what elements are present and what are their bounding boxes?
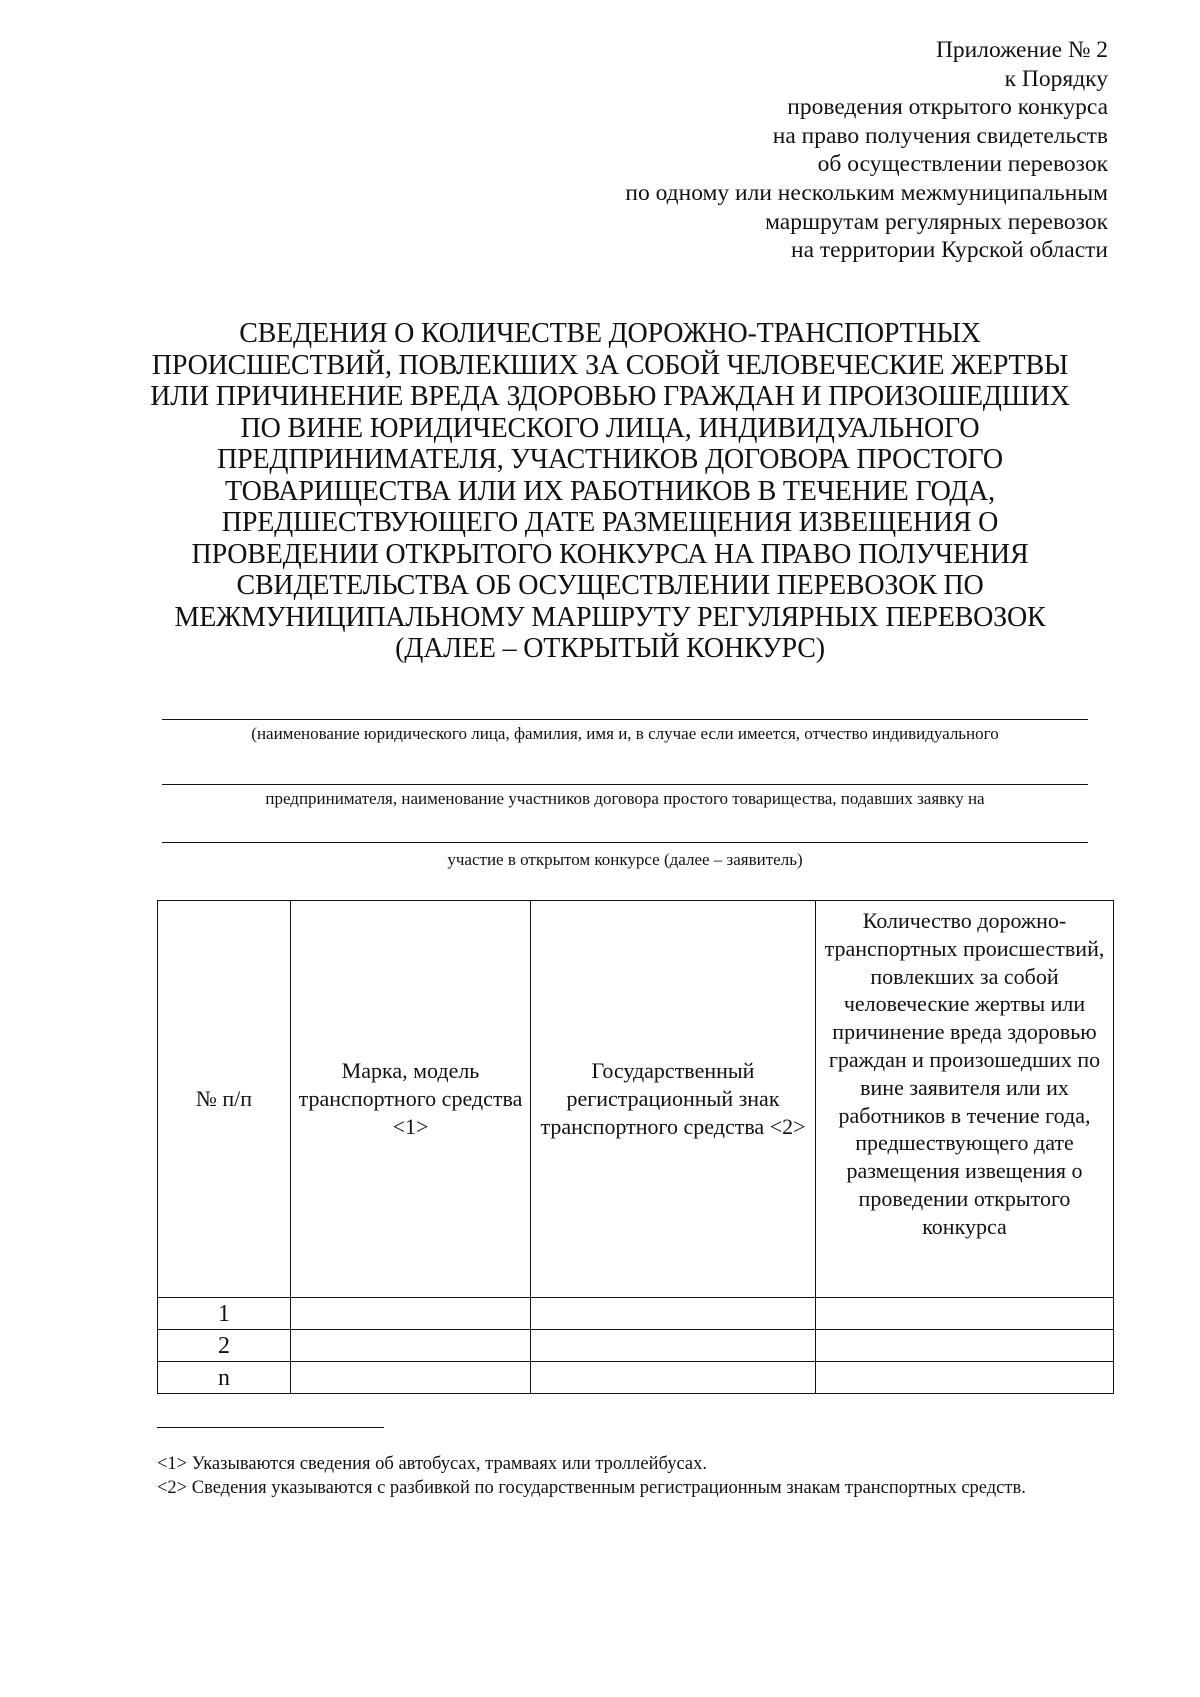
row-number: 2	[158, 1330, 291, 1362]
applicant-fill-line-1[interactable]	[162, 719, 1088, 720]
header-model: Марка, модель транспортного средства <1>	[291, 901, 531, 1298]
table-row	[158, 1362, 1114, 1394]
title-line: ПРОВЕДЕНИИ ОТКРЫТОГО КОНКУРСА НА ПРАВО ПОЛУЧЕНИЯ	[191, 538, 1029, 570]
title-line: (ДАЛЕЕ – ОТКРЫТЫЙ КОНКУРС)	[395, 633, 825, 664]
title-line: ПРЕДПРИНИМАТЕЛЯ, УЧАСТНИКОВ ДОГОВОРА ПРОСТОГО	[217, 444, 1003, 475]
row-number: n	[158, 1362, 291, 1394]
cell-accidents[interactable]	[816, 1362, 1114, 1394]
appendix-line: на территории Курской области	[791, 237, 1108, 264]
appendix-line: маршрутам регулярных перевозок	[765, 208, 1108, 235]
cell-model[interactable]	[291, 1298, 531, 1330]
appendix-line: к Порядку	[1004, 65, 1108, 92]
cell-plate[interactable]	[531, 1330, 816, 1362]
footnotes	[157, 1452, 1026, 1500]
title-line: СВИДЕТЕЛЬСТВА ОБ ОСУЩЕСТВЛЕНИИ ПЕРЕВОЗОК ПО	[236, 570, 984, 601]
document-title	[150, 318, 1070, 665]
table-row	[158, 1298, 1114, 1330]
appendix-line: проведения открытого конкурса	[787, 94, 1108, 121]
table-row	[158, 1330, 1114, 1362]
title-line: ПРЕДШЕСТВУЮЩЕГО ДАТЕ РАЗМЕЩЕНИЯ ИЗВЕЩЕНИЯ О	[221, 507, 999, 538]
title-line: ТОВАРИЩЕСТВА ИЛИ ИХ РАБОТНИКОВ В ТЕЧЕНИЕ ГОДА,	[225, 475, 995, 507]
table-header-row	[158, 901, 1114, 1298]
applicant-caption-1: (наименование юридического лица, фамилия, имя и, в случае если имеется, отчество индивидуального	[251, 724, 999, 743]
cell-plate[interactable]	[531, 1298, 816, 1330]
footnote-1: <1> Указываются сведения об автобусах, трамваях или троллейбусах.	[157, 1454, 707, 1474]
applicant-caption-2: предпринимателя, наименование участников договора простого товарищества, подавших заявку на	[265, 789, 985, 808]
title-line: ПО ВИНЕ ЮРИДИЧЕСКОГО ЛИЦА, ИНДИВИДУАЛЬНОГО	[240, 412, 980, 444]
applicant-fill-line-3[interactable]	[162, 842, 1088, 843]
applicant-fill-line-2[interactable]	[162, 784, 1088, 785]
row-number: 1	[158, 1298, 291, 1330]
appendix-line: об осуществлении перевозок	[817, 151, 1108, 178]
cell-model[interactable]	[291, 1362, 531, 1394]
cell-model[interactable]	[291, 1330, 531, 1362]
title-line: СВЕДЕНИЯ О КОЛИЧЕСТВЕ ДОРОЖНО-ТРАНСПОРТНЫХ	[239, 318, 981, 349]
footnote-2: <2> Сведения указываются с разбивкой по государственным регистрационным знакам транспортных средств.	[157, 1478, 1026, 1498]
appendix-reference	[548, 36, 1108, 265]
appendix-line: по одному или нескольким межмуниципальным	[625, 179, 1108, 206]
accidents-table	[157, 900, 1114, 1394]
appendix-line: на право получения свидетельств	[772, 122, 1108, 149]
cell-accidents[interactable]	[816, 1330, 1114, 1362]
appendix-line: Приложение № 2	[935, 37, 1108, 63]
footnote-separator	[157, 1427, 384, 1428]
header-plate: Государственный регистрационный знак транспортного средства <2>	[531, 901, 816, 1298]
cell-accidents[interactable]	[816, 1298, 1114, 1330]
title-line: ИЛИ ПРИЧИНЕНИЕ ВРЕДА ЗДОРОВЬЮ ГРАЖДАН И ПРОИЗОШЕДШИХ	[150, 381, 1070, 412]
header-accidents: Количество дорожно-транспортных происшествий, повлекших за собой человеческие жертвы или причинение вреда здоровью граждан и произошедших по вине заявителя или их работников в течение года, предшествующего дате размещения извещения о проведении открытого конкурса	[816, 901, 1114, 1298]
title-line: ПРОИСШЕСТВИЙ, ПОВЛЕКШИХ ЗА СОБОЙ ЧЕЛОВЕЧЕСКИЕ ЖЕРТВЫ	[151, 349, 1069, 381]
header-number: № п/п	[158, 901, 291, 1298]
applicant-caption-3: участие в открытом конкурсе (далее – заявитель)	[447, 850, 803, 869]
cell-plate[interactable]	[531, 1362, 816, 1394]
title-line: МЕЖМУНИЦИПАЛЬНОМУ МАРШРУТУ РЕГУЛЯРНЫХ ПЕРЕВОЗОК	[174, 601, 1046, 633]
